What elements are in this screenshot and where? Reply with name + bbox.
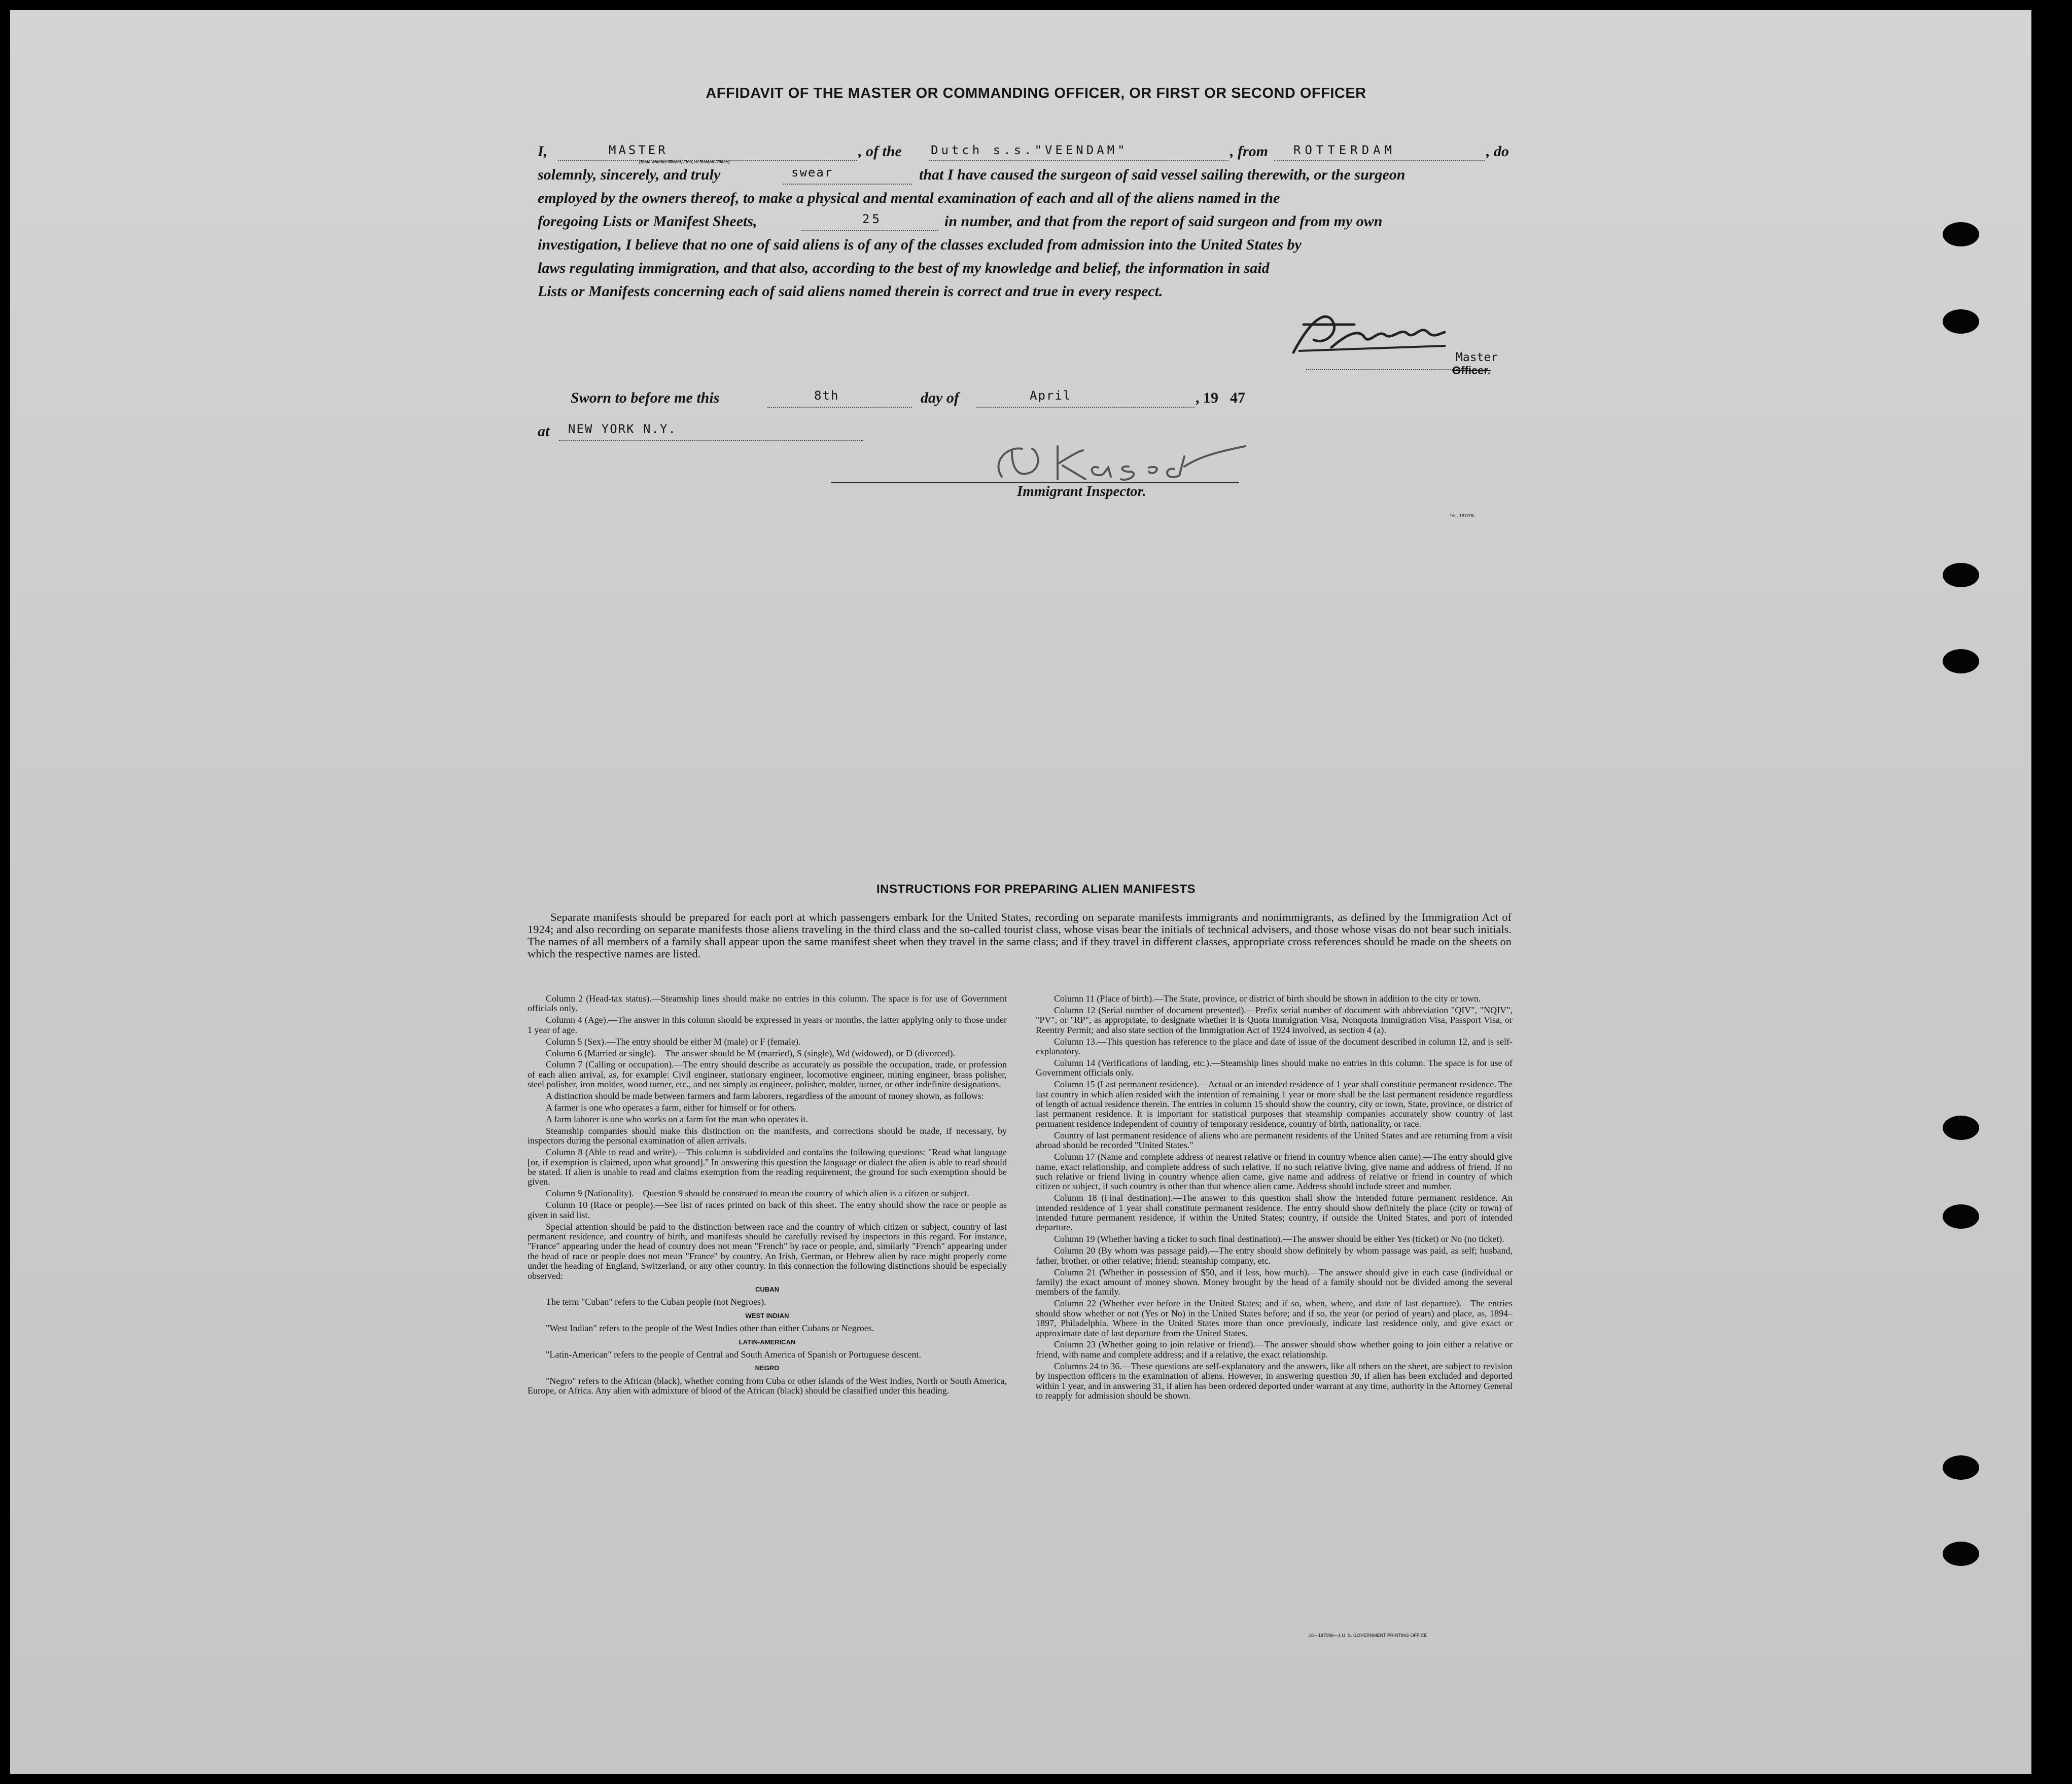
instruction-heading: LATIN-AMERICAN [739, 1338, 796, 1346]
binder-hole [1943, 222, 1979, 246]
vessel-value: Dutch s.s."VEENDAM" [931, 143, 1128, 157]
text-sworn: Sworn to before me this [571, 389, 720, 406]
affidavit-title: AFFIDAVIT OF THE MASTER OR COMMANDING OFFICER, OR FIRST OR SECOND OFFICER [706, 85, 1366, 101]
binder-hole [1943, 1116, 1979, 1140]
instruction-paragraph: Column 21 (Whether in possession of $50, and if less, how much).—The answer should give in each case (individual or family) the exact amount of money shown. Money brought by the head of a family should not be divided among the several members of the family. [1036, 1267, 1513, 1297]
sworn-month: April [1030, 388, 1072, 403]
instruction-heading: NEGRO [755, 1364, 780, 1372]
instructions-column-left [528, 994, 1007, 1398]
master-signature-line [1306, 369, 1458, 370]
instruction-paragraph: A farm laborer is one who works on a farm for the man who operates it. [546, 1114, 808, 1124]
instruction-heading: WEST INDIAN [745, 1311, 789, 1319]
binder-hole [1943, 563, 1979, 587]
instruction-paragraph: "Latin-American" refers to the people of Central and South America of Spanish or Portuguese descent. [546, 1349, 921, 1360]
scan-border-top [0, 0, 2072, 10]
signer-title-printed: Officer. [1452, 364, 1491, 377]
instruction-paragraph: "West Indian" refers to the people of the West Indies other than either Cubans or Negroes. [546, 1323, 874, 1334]
instruction-paragraph: Column 12 (Serial number of document presented).—Prefix serial number of document with abbreviation "QIV", "NQIV", "PV", or "RP", as appropriate, to designate whether it is Quota Immigration Visa, Nonquota Immigration Visa, Passport Visa, or Reentry Permit; and also state section of the Immigration Act of 1924 involved, as section 4 (a). [1036, 1005, 1513, 1035]
instruction-paragraph: Column 2 (Head-tax status).—Steamship lines should make no entries in this column. The space is for use of Government officials only. [528, 993, 1007, 1014]
port-blank [1274, 160, 1485, 161]
sheets-value: 25 [862, 212, 882, 226]
instruction-paragraph: Column 11 (Place of birth).—The State, province, or district of birth should be shown in addition to the city or town. [1054, 993, 1481, 1004]
instruction-paragraph: Column 18 (Final destination).—The answer to this question shall show the intended future permanent residence. An intended residence of 1 year shall constitute permanent residence. The entry should show definitely the place (city or town) of intended future permanent residence, if within the United States; country, if outside the United States, and port of intended departure. [1036, 1193, 1513, 1233]
binder-hole [1943, 649, 1979, 673]
inspector-label: Immigrant Inspector. [1017, 483, 1146, 499]
instructions-intro: Separate manifests should be prepared for each port at which passengers embark for the United States, recording on separate manifests immigrants and nonimmigrants, as defined by the Immigration Act of 1924; and also recording on separate manifests those aliens traveling in the third class and the so-called tourist class, whose visas bear the initials of technical advisers, and those whose visas do not bear such initials. The names of all members of a family shall appear upon the same manifest sheet when they travel in the same class; and if they travel in different classes, appropriate cross references should be made on the sheets on which the respective names are listed. [528, 911, 1512, 960]
affidavit-line-5: investigation, I believe that no one of said aliens is of any of the classes excluded from admission into the United States by [538, 236, 1302, 253]
instruction-paragraph: Column 14 (Verifications of landing, etc.).—Steamship lines should make no entries in this column. The space is for use of Government officials only. [1036, 1057, 1513, 1078]
instruction-paragraph: Column 13.—This question has reference to the place and date of issue of the document described in column 12, and is self-explanatory. [1036, 1036, 1513, 1057]
text-i: I, [538, 143, 548, 160]
text-in-number: in number, and that from the report of said surgeon and from my own [944, 213, 1383, 230]
text-nineteen: , 19 [1196, 389, 1218, 406]
instruction-paragraph: Column 7 (Calling or occupation).—The entry should describe as accurately as possible the occupation, trade, or profession of each alien arrival, as, for example: Civil engineer, stationary engineer, locomotive engineer, mining engineer, brass polisher, steel polisher, iron molder, wood turner, etc., and not simply as engineer, polisher, molder, turner, or other indefinite designations. [528, 1059, 1007, 1090]
rank-value: MASTER [609, 143, 668, 157]
text-of-the: , of the [858, 143, 902, 160]
instructions-column-right [1036, 994, 1513, 1403]
text-do: , do [1486, 143, 1509, 160]
printing-office-footer: 16—18709b—1 U. S. GOVERNMENT PRINTING OFFICE [1309, 1633, 1427, 1638]
instruction-paragraph: Column 10 (Race or people).—See list of races printed on back of this sheet. The entry should show the race or people as given in said list. [528, 1200, 1007, 1220]
instruction-paragraph: Column 23 (Whether going to join relative or friend).—The answer should show whether going to join either a relative or friend, with name and complete address; and if a relative, the exact relationship. [1036, 1339, 1513, 1360]
instruction-paragraph: "Negro" refers to the African (black), whether coming from Cuba or other islands of the West Indies, North or South America, Europe, or Africa. Any alien with admixture of blood of the African (black) should be classified under this heading. [528, 1375, 1007, 1396]
binder-hole [1943, 1455, 1979, 1480]
oath-blank [783, 184, 912, 185]
place-blank [559, 440, 863, 441]
binder-hole [1943, 309, 1979, 334]
instruction-paragraph: A farmer is one who operates a farm, either for himself or for others. [546, 1102, 797, 1113]
binder-hole [1943, 1542, 1979, 1566]
text-at: at [538, 423, 550, 440]
sworn-year: 47 [1230, 389, 1245, 406]
instruction-paragraph: Column 5 (Sex).—The entry should be either M (male) or F (female). [546, 1036, 801, 1047]
text-solemnly: solemnly, sincerely, and truly [538, 166, 721, 183]
vessel-blank [929, 160, 1228, 161]
instruction-paragraph: Column 19 (Whether having a ticket to such final destination).—The answer should be either Yes (ticket) or No (no ticket). [1054, 1234, 1504, 1244]
binder-hole [1943, 1204, 1979, 1229]
at-value: NEW YORK N.Y. [568, 422, 677, 436]
instruction-paragraph: Column 6 (Married or single).—The answer should be M (married), S (single), Wd (widowed), or D (divorced). [546, 1048, 955, 1058]
text-from: , from [1230, 143, 1268, 160]
instruction-paragraph: Columns 24 to 36.—These questions are self-explanatory and the answers, like all others on the sheet, are subject to revision by inspection officers in the examination of aliens. However, in answering question 30, if alien has been excluded and deported within 1 year, and in answering 31, if alien has been ordered deported under warrant at any time, authority in the Attorney General to reapply for admission should be shown. [1036, 1361, 1513, 1401]
instruction-heading: CUBAN [755, 1285, 779, 1293]
affidavit-line-6: laws regulating immigration, and that also, according to the best of my knowledge and belief, the information in said [538, 260, 1270, 276]
instruction-paragraph: Column 9 (Nationality).—Question 9 should be construed to mean the country of which alien is a citizen or subject. [546, 1188, 969, 1199]
form-code: 16—18709b [1450, 513, 1475, 518]
instruction-paragraph: Column 20 (By whom was passage paid).—The entry should show definitely by whom passage was paid, as self; husband, father, brother, or other relative; friend; steamship company, etc. [1036, 1245, 1513, 1266]
instruction-paragraph: Column 4 (Age).—The answer in this column should be expressed in years or months, the latter applying only to those under 1 year of age. [528, 1015, 1007, 1035]
port-value: ROTTERDAM [1293, 143, 1396, 157]
text-day-of: day of [921, 389, 959, 406]
instruction-paragraph: A distinction should be made between farmers and farm laborers, regardless of the amount of money shown, as follows: [546, 1091, 984, 1101]
instruction-paragraph: Column 15 (Last permanent residence).—Actual or an intended residence of 1 year shall constitute permanent residence. The last country in which alien resided with the intention of remaining 1 year or more shall be the last permanent residence regardless of length of actual residence therein. The entries in column 15 should show the country, city or town, State, province, or district of last permanent residence. It is important for statistical purposes that steamship companies accurately show country of last permanent residence independent of country of temporary residence, country of birth, nationality, or race. [1036, 1079, 1513, 1129]
signer-title-typed: Master [1456, 351, 1498, 364]
text-surgeon: that I have caused the surgeon of said vessel sailing therewith, or the surgeon [919, 166, 1406, 183]
affidavit-line-3: employed by the owners thereof, to make a physical and mental examination of each and all of the aliens named in the [538, 190, 1280, 206]
oath-value: swear [791, 165, 833, 180]
instruction-paragraph: Country of last permanent residence of aliens who are permanent residents of the United States and are returning from a visit abroad should be recorded "United States." [1036, 1130, 1513, 1151]
instruction-paragraph: Column 22 (Whether ever before in the United States; and if so, when, where, and date of last departure).—The entries should show whether or not (Yes or No) in the United States before; and if so, the year (or period of years) and place, as, 1894–1897, Philadelphia. Where in the United States more than once previously, indicate last residence only, and give exact or approximate date of last departure from the United States. [1036, 1298, 1513, 1338]
instruction-paragraph: Column 8 (Able to read and write).—This column is subdivided and contains the following questions: "Read what language [or, if exemption is claimed, upon what ground]." In answering this question the language or dialect the alien is able to read should be stated. If alien is unable to read and claims exemption from the reading requirement, the ground for such exemption should be given. [528, 1147, 1007, 1187]
affidavit-line-7: Lists or Manifests concerning each of said aliens named therein is correct and true in every respect. [538, 283, 1163, 300]
instruction-paragraph: Steamship companies should make this distinction on the manifests, and corrections should be made, if necessary, by inspectors during the personal examination of alien arrivals. [528, 1125, 1007, 1146]
instruction-paragraph: Column 17 (Name and complete address of nearest relative or friend in country whence alien came).—The entry should give name, exact relationship, and complete address of such relative. If no such relative living, give name and address of friend. If no such relative or friend living in country whence alien came, give name and address of relative or friend in country of which citizen or subject, if such country is other than that whence alien came. Address should include street and number. [1036, 1152, 1513, 1192]
instructions-title: INSTRUCTIONS FOR PREPARING ALIEN MANIFESTS [876, 882, 1196, 896]
sworn-day: 8th [814, 388, 839, 403]
month-blank [976, 407, 1195, 408]
master-signature [1283, 304, 1451, 360]
sheets-blank [801, 230, 938, 231]
rank-hint: (State whether Master, First, or Second Officer) [639, 160, 730, 164]
text-foregoing: foregoing Lists or Manifest Sheets, [538, 213, 757, 230]
instruction-paragraph: The term "Cuban" refers to the Cuban people (not Negroes). [546, 1297, 766, 1307]
day-blank [767, 407, 912, 408]
instruction-paragraph: Special attention should be paid to the distinction between race and the country of which citizen or subject, country of last permanent residence, and country of birth, and manifests should be carefully revised by inspectors in this regard. For instance, "France" appearing under the head of country does not mean "French" by race or people, and, similarly "French" appearing under the head of race or people does not mean "France" by country. An Irish, German, or Hebrew alien by race might properly come under the heading of England, Switzerland, or any other country. In this connection the following distinctions should be especially observed: [528, 1221, 1007, 1281]
